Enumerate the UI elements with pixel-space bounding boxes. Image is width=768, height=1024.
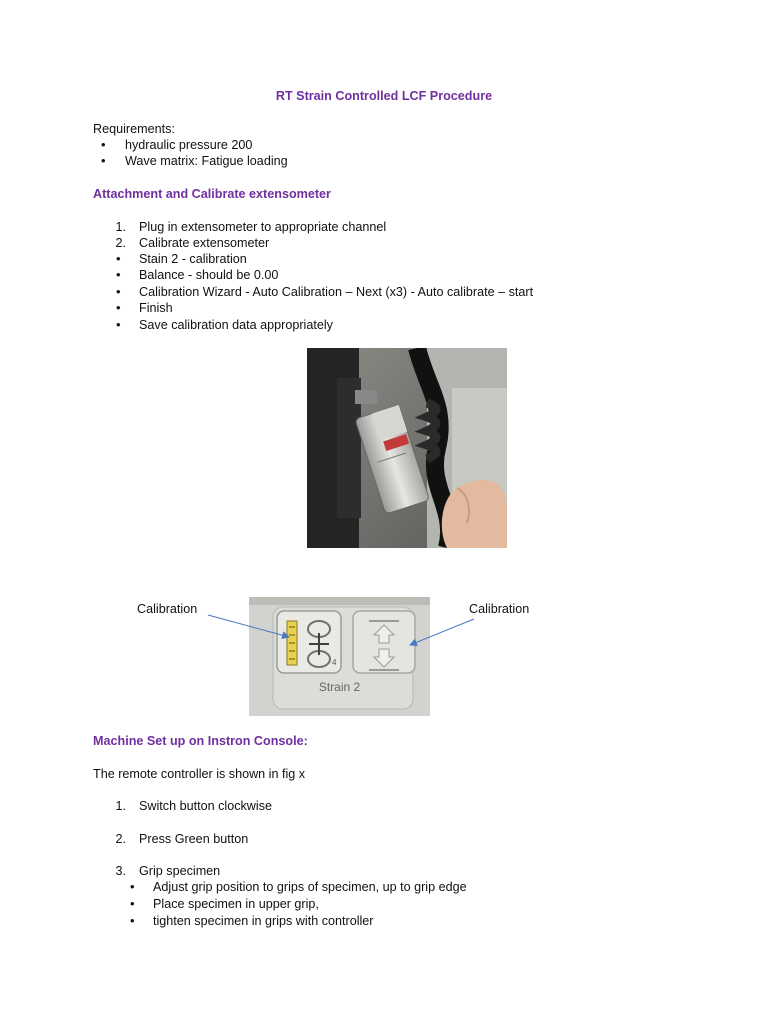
bullet-icon: • — [116, 284, 121, 299]
list-number: 2. — [115, 236, 126, 250]
list-item: Finish — [139, 301, 173, 315]
section-heading-extensometer: Attachment and Calibrate extensometer — [93, 187, 331, 201]
bullet-icon: • — [116, 300, 121, 315]
panel-label: Strain 2 — [318, 680, 361, 694]
bullet-icon: • — [130, 896, 135, 911]
list-item: Adjust grip position to grips of specimen, up to grip edge — [153, 880, 467, 894]
list-item: Stain 2 - calibration — [139, 252, 247, 266]
bullet-icon: • — [130, 913, 135, 928]
list-number: 1. — [115, 220, 126, 234]
intro-text: The remote controller is shown in fig x — [93, 767, 306, 781]
strain-panel-photo — [249, 597, 430, 716]
extensometer-photo-graphic — [307, 348, 507, 548]
list-item: hydraulic pressure 200 — [125, 138, 253, 152]
callout-label-left: Calibration — [137, 602, 198, 616]
list-number: 2. — [115, 832, 126, 846]
list-item: Wave matrix: Fatigue loading — [125, 154, 288, 168]
panel-subscript: 4 — [332, 658, 337, 667]
requirements-heading: Requirements: — [93, 122, 175, 136]
list-number: 3. — [115, 864, 126, 878]
callout-label-right: Calibration — [469, 602, 530, 616]
list-item: Switch button clockwise — [139, 799, 272, 813]
list-item: Grip specimen — [139, 864, 221, 878]
list-item: tighten specimen in grips with controller — [153, 914, 374, 928]
list-item: Place specimen in upper grip, — [153, 897, 319, 911]
bullet-icon: • — [101, 153, 106, 168]
page-title: RT Strain Controlled LCF Procedure — [275, 89, 493, 103]
list-item: Plug in extensometer to appropriate channel — [139, 220, 387, 234]
list-item: Save calibration data appropriately — [139, 318, 333, 332]
list-item: Calibration Wizard - Auto Calibration – Next (x3) - Auto calibrate – start — [139, 285, 534, 299]
bullet-icon: • — [116, 317, 121, 332]
extensometer-photo — [307, 348, 507, 548]
bullet-icon: • — [130, 879, 135, 894]
list-item: Balance - should be 0.00 — [139, 268, 279, 282]
section-heading-instron: Machine Set up on Instron Console: — [93, 734, 308, 748]
bullet-icon: • — [116, 251, 121, 266]
list-item: Calibrate extensometer — [139, 236, 270, 250]
bullet-icon: • — [116, 267, 121, 282]
list-number: 1. — [115, 799, 126, 813]
strain-panel-graphic — [249, 597, 430, 716]
list-item: Press Green button — [139, 832, 249, 846]
bullet-icon: • — [101, 137, 106, 152]
